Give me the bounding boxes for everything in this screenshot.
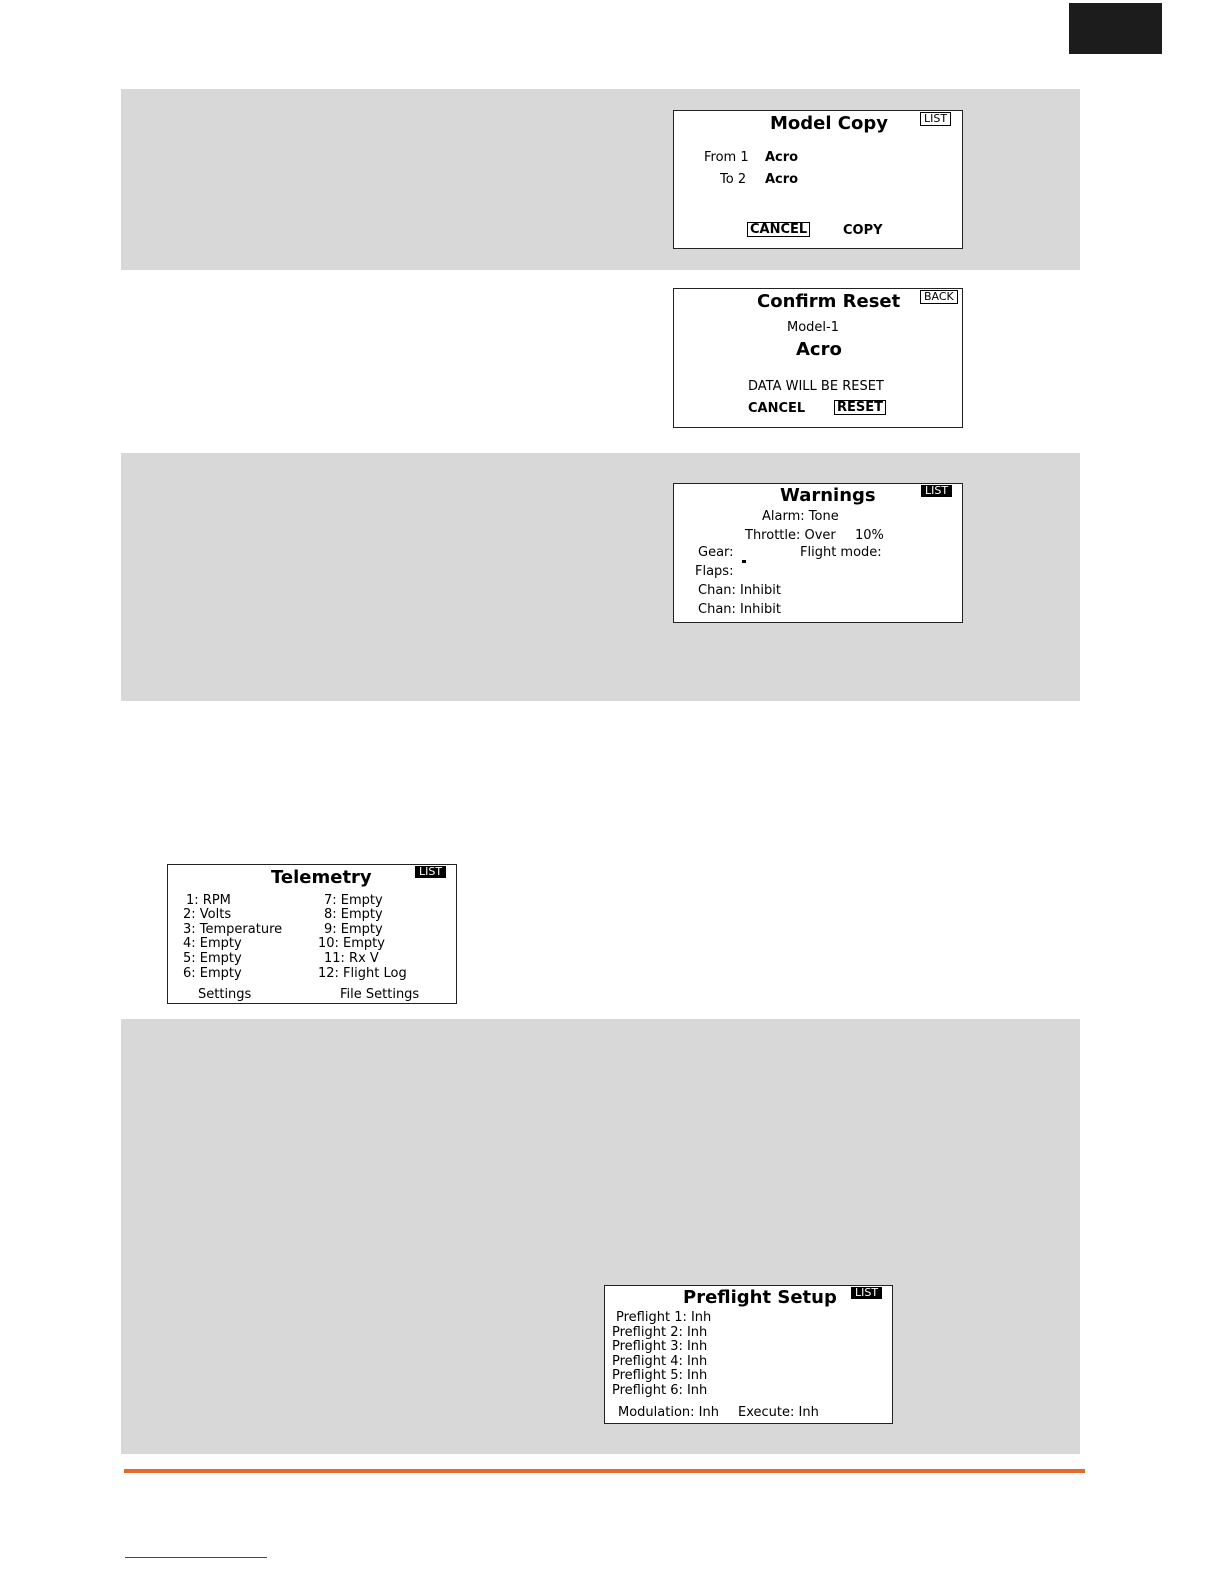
warnings-title: Warnings [780, 485, 876, 506]
execute-setting[interactable]: Execute: Inh [738, 1405, 819, 1420]
preflight-screen [604, 1285, 893, 1424]
footer-link-underline[interactable] [125, 1557, 267, 1558]
gear-indicator [742, 560, 746, 563]
footer-accent-rule [124, 1469, 1085, 1473]
telemetry-slot[interactable]: 9: Empty [324, 922, 383, 937]
model-name: Acro [796, 339, 842, 360]
telemetry-slot[interactable]: 7: Empty [324, 893, 383, 908]
preflight-row[interactable]: Preflight 4: Inh [612, 1354, 708, 1369]
flight-mode-label: Flight mode: [800, 545, 882, 560]
preflight-row[interactable]: Preflight 3: Inh [612, 1339, 708, 1354]
confirm-reset-screen [673, 288, 963, 428]
page-tab-marker [1069, 3, 1162, 54]
flaps-label: Flaps: [695, 564, 734, 579]
telemetry-title: Telemetry [271, 867, 372, 888]
cancel-button[interactable]: CANCEL [747, 222, 810, 237]
reset-button[interactable]: RESET [834, 400, 886, 415]
from-value[interactable]: Acro [765, 150, 799, 165]
list-button[interactable]: LIST [851, 1287, 882, 1299]
gear-label: Gear: [698, 545, 734, 560]
preflight-title: Preflight Setup [683, 1287, 837, 1308]
telemetry-screen [167, 864, 457, 1004]
telemetry-slot[interactable]: 10: Empty [318, 936, 385, 951]
reset-warning-text: DATA WILL BE RESET [748, 379, 884, 394]
preflight-row[interactable]: Preflight 1: Inh [616, 1310, 712, 1325]
preflight-row[interactable]: Preflight 6: Inh [612, 1383, 708, 1398]
to-value[interactable]: Acro [765, 172, 799, 187]
telemetry-slot[interactable]: 2: Volts [183, 907, 232, 922]
telemetry-slot[interactable]: 1: RPM [186, 893, 231, 908]
telemetry-slot[interactable]: 11: Rx V [324, 951, 379, 966]
telemetry-slot[interactable]: 3: Temperature [183, 922, 283, 937]
telemetry-slot[interactable]: 4: Empty [183, 936, 242, 951]
from-label: From 1 [704, 150, 749, 165]
throttle-setting[interactable]: Throttle: Over [745, 528, 836, 543]
list-button[interactable]: LIST [921, 485, 952, 497]
chan-setting-1[interactable]: Chan: Inhibit [698, 583, 781, 598]
chan-setting-2[interactable]: Chan: Inhibit [698, 602, 781, 617]
model-copy-title: Model Copy [770, 113, 889, 134]
section-band-preflight [121, 1019, 1080, 1454]
model-copy-screen [673, 110, 963, 249]
throttle-value[interactable]: 10% [855, 528, 884, 543]
cancel-button[interactable]: CANCEL [748, 401, 806, 416]
telemetry-slot[interactable]: 5: Empty [183, 951, 242, 966]
preflight-row[interactable]: Preflight 5: Inh [612, 1368, 708, 1383]
modulation-setting[interactable]: Modulation: Inh [618, 1405, 719, 1420]
preflight-row[interactable]: Preflight 2: Inh [612, 1325, 708, 1340]
telemetry-slot[interactable]: 6: Empty [183, 966, 242, 981]
file-settings-button[interactable]: File Settings [340, 987, 420, 1002]
copy-button[interactable]: COPY [843, 223, 883, 238]
telemetry-slot[interactable]: 8: Empty [324, 907, 383, 922]
model-number: Model-1 [787, 320, 839, 335]
back-button[interactable]: BACK [920, 290, 958, 304]
to-label: To 2 [720, 172, 747, 187]
warnings-screen [673, 483, 963, 623]
settings-button[interactable]: Settings [198, 987, 252, 1002]
alarm-setting[interactable]: Alarm: Tone [762, 509, 839, 524]
list-button[interactable]: LIST [415, 866, 446, 878]
list-button[interactable]: LIST [920, 112, 951, 126]
confirm-reset-title: Confirm Reset [757, 291, 901, 312]
telemetry-slot[interactable]: 12: Flight Log [318, 966, 407, 981]
